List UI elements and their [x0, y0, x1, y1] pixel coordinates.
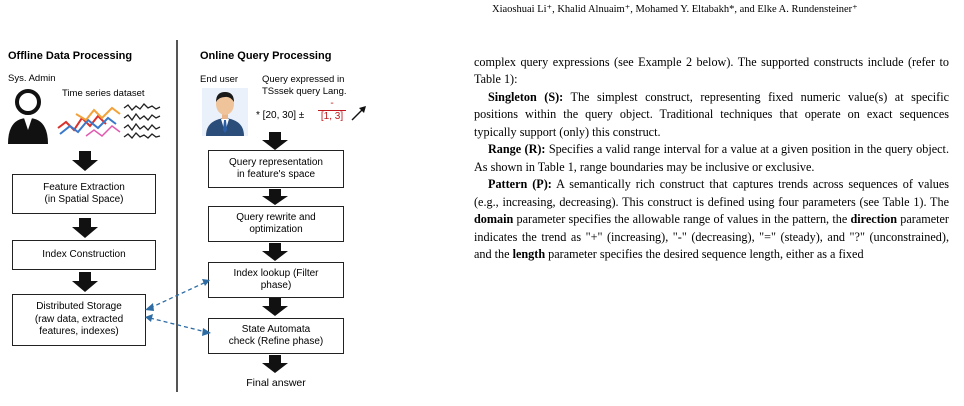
arrow-down-icon: [262, 243, 288, 261]
query-expression: * [20, 30] ±: [256, 110, 305, 121]
sys-admin-icon: [6, 86, 54, 144]
time-series-dataset-icon: [56, 100, 166, 142]
storage-links: [140, 270, 215, 350]
paragraph-intro: complex query expressions (see Example 2 below). The supported constructs include (refer to Table 1):: [474, 55, 949, 87]
running-header-authors: Xiaoshuai Li⁺, Khalid Alnuaim⁺, Mohamed Y. Eltabakh*, and Elke A. Rundensteiner⁺: [492, 4, 858, 15]
arrow-down-icon: [262, 355, 288, 373]
query-label: Query expressed in TSssek query Lang.: [262, 74, 347, 97]
state-automata-box: State Automata check (Refine phase): [208, 318, 344, 354]
arrow-down-icon: [262, 132, 288, 150]
query-representation-box: Query representation in feature's space: [208, 150, 344, 188]
paragraph-range: Range (R): Specifies a valid range interval for a value at a given position in the query object. As shown in Table 1, range boundaries may be inclusive or exclusive.: [474, 142, 949, 174]
distributed-storage-box: Distributed Storage (raw data, extracted features, indexes): [12, 294, 146, 346]
offline-title: Offline Data Processing: [8, 50, 133, 62]
query-rewrite-box: Query rewrite and optimization: [208, 206, 344, 242]
arrow-down-icon: [72, 151, 98, 171]
trend-arrow-icon: [350, 104, 368, 122]
paragraph-singleton: Singleton (S): The simplest construct, representing fixed numeric value(s) at specific positions within the query object. Traditional techniques that operate on exact sequences typically support (only) this construct.: [474, 89, 950, 139]
paragraph-pattern: Pattern (P): A semantically rich construct that captures trends across sequences of values (e.g., increasing, decreasing). This construct is defined using four parameters (see Table 1). The domain parameter specifies the allowable range of values in the pattern, the direction parameter indicates the trend as "+" (increasing), "-" (decreasing), "=" (steady), and "?" (unconstrained), and the length parameter specifies the desired sequence length, either as a fixed: [474, 177, 949, 261]
index-construction-box: Index Construction: [12, 240, 156, 270]
arrow-down-icon: [72, 218, 98, 238]
feature-extraction-box: Feature Extraction (in Spatial Space): [12, 174, 156, 214]
arrow-down-icon: [262, 189, 288, 205]
arrow-down-icon: [262, 298, 288, 316]
sys-admin-label: Sys. Admin: [8, 73, 56, 84]
dataset-label: Time series dataset: [62, 88, 145, 99]
query-fraction: - [1, 3]: [318, 98, 346, 123]
arrow-down-icon: [72, 272, 98, 292]
final-answer-label: Final answer: [246, 377, 306, 389]
end-user-icon: [202, 88, 248, 136]
end-user-label: End user: [200, 74, 239, 85]
index-lookup-box: Index lookup (Filter phase): [208, 262, 344, 298]
body-text-column: [474, 54, 949, 263]
online-title: Online Query Processing: [200, 50, 332, 62]
